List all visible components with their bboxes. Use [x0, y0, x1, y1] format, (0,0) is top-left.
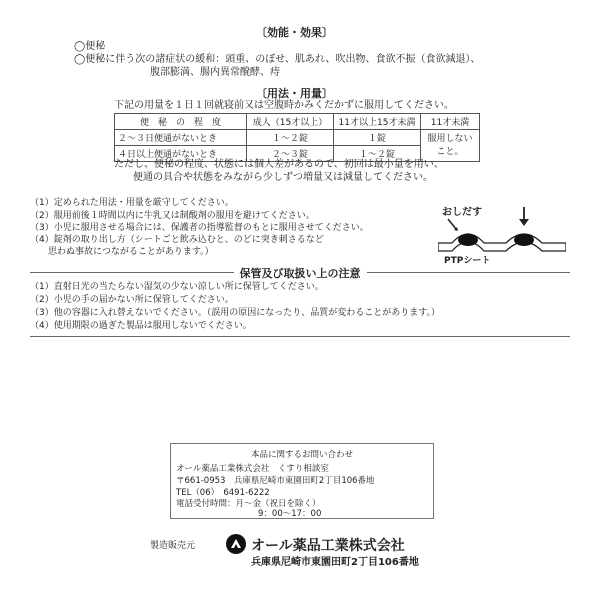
precaution-item: （4）錠剤の取り出し方（シートごと飲み込むと、のどに突き刺さるなど [30, 235, 324, 245]
table-cell: １～２錠 [247, 130, 334, 146]
storage-item: （2）小児の手の届かない所に保管してください。 [30, 295, 234, 305]
table-cell: ４日以上便通がないとき [115, 146, 247, 162]
contact-hours-label: 電話受付時間：月～金（祝日を除く） [176, 499, 321, 509]
storage-heading: 保管及び取扱い上の注意 [234, 267, 367, 280]
dosage-heading: 〔用法・用量〕 [256, 87, 333, 100]
table-header: 便 秘 の 程 度 [115, 114, 247, 130]
table-cell: ２～３錠 [247, 146, 334, 162]
table-cell: １錠 [334, 130, 421, 146]
table-row [115, 130, 480, 146]
ptp-sheet-label: PTPシート [444, 256, 491, 265]
contact-tel: TEL（06） 6491-6222 [176, 488, 270, 498]
storage-heading-wrap [0, 265, 600, 281]
ptp-diagram [438, 203, 566, 265]
divider [30, 336, 570, 337]
contact-company: オール薬品工業株式会社 くすり相談室 [176, 464, 329, 474]
table-header-row [115, 114, 480, 130]
efficacy-item: ◯便秘 [74, 41, 106, 52]
precaution-item: 思わぬ事故につながることがあります。） [30, 247, 214, 257]
efficacy-continuation: 腹部膨満、腸内異常醗酵、痔 [150, 67, 280, 78]
tablet-icon [458, 234, 478, 246]
storage-item: （3）他の容器に入れ替えないでください。（誤用の原因になったり、品質が変わることがあります。） [30, 308, 441, 318]
table-cell: １～２錠 [334, 146, 421, 162]
dosage-table [114, 113, 480, 162]
dosage-intro: 下記の用量を１日１回就寝前又は空腹時かみくだかずに服用してください。 [114, 100, 454, 111]
storage-item: （1）直射日光の当たらない湿気の少ない涼しい所に保管してください。 [30, 282, 324, 292]
table-header: 成人（15才以上） [247, 114, 334, 130]
dosage-note: ただし、便秘の程度、状態には個人差があるので、初回は最小量を用い、 [114, 159, 444, 170]
efficacy-item: ◯便秘に伴う次の諸症状の緩和：頭重、のぼせ、肌あれ、吹出物、食欲不振（食欲減退）、 [74, 54, 481, 65]
table-cell: ２～３日便通がないとき [115, 130, 247, 146]
footer-address: 兵庫県尼崎市東園田町2丁目106番地 [251, 557, 419, 568]
efficacy-heading: 〔効能・効果〕 [256, 26, 333, 39]
push-label: おしだす [442, 207, 482, 218]
footer-company: オール薬品工業株式会社 [251, 538, 405, 554]
precaution-item: （3）小児に服用させる場合には、保護者の指導監督のもとに服用させてください。 [30, 223, 369, 233]
company-logo [225, 533, 247, 555]
dosage-note: 便通の具合や状態をみながら少しずつ増量又は減量してください。 [133, 172, 433, 183]
manufacturer-label: 製造販売元 [150, 541, 196, 551]
under11-note: こと。 [436, 146, 464, 157]
contact-hours: 9：00～17：00 [258, 509, 322, 519]
under11-note: 服用しない [427, 133, 473, 144]
tablet-icon [514, 234, 534, 246]
contact-title: 本品に関するお問い合わせ [250, 450, 353, 460]
table-header: 11才未満 [421, 114, 480, 130]
table-header: 11才以上15才未満 [334, 114, 421, 130]
precaution-item: （1）定められた用法・用量を厳守してください。 [30, 198, 234, 208]
table-cell-under11 [421, 130, 480, 162]
precaution-item: （2）服用前後１時間以内に牛乳又は制酸剤の服用を避けてください。 [30, 211, 315, 221]
contact-address: 〒661-0953 兵庫県尼崎市東園田町2丁目106番地 [176, 476, 375, 486]
storage-item: （4）使用期限の過ぎた製品は服用しないでください。 [30, 321, 252, 331]
